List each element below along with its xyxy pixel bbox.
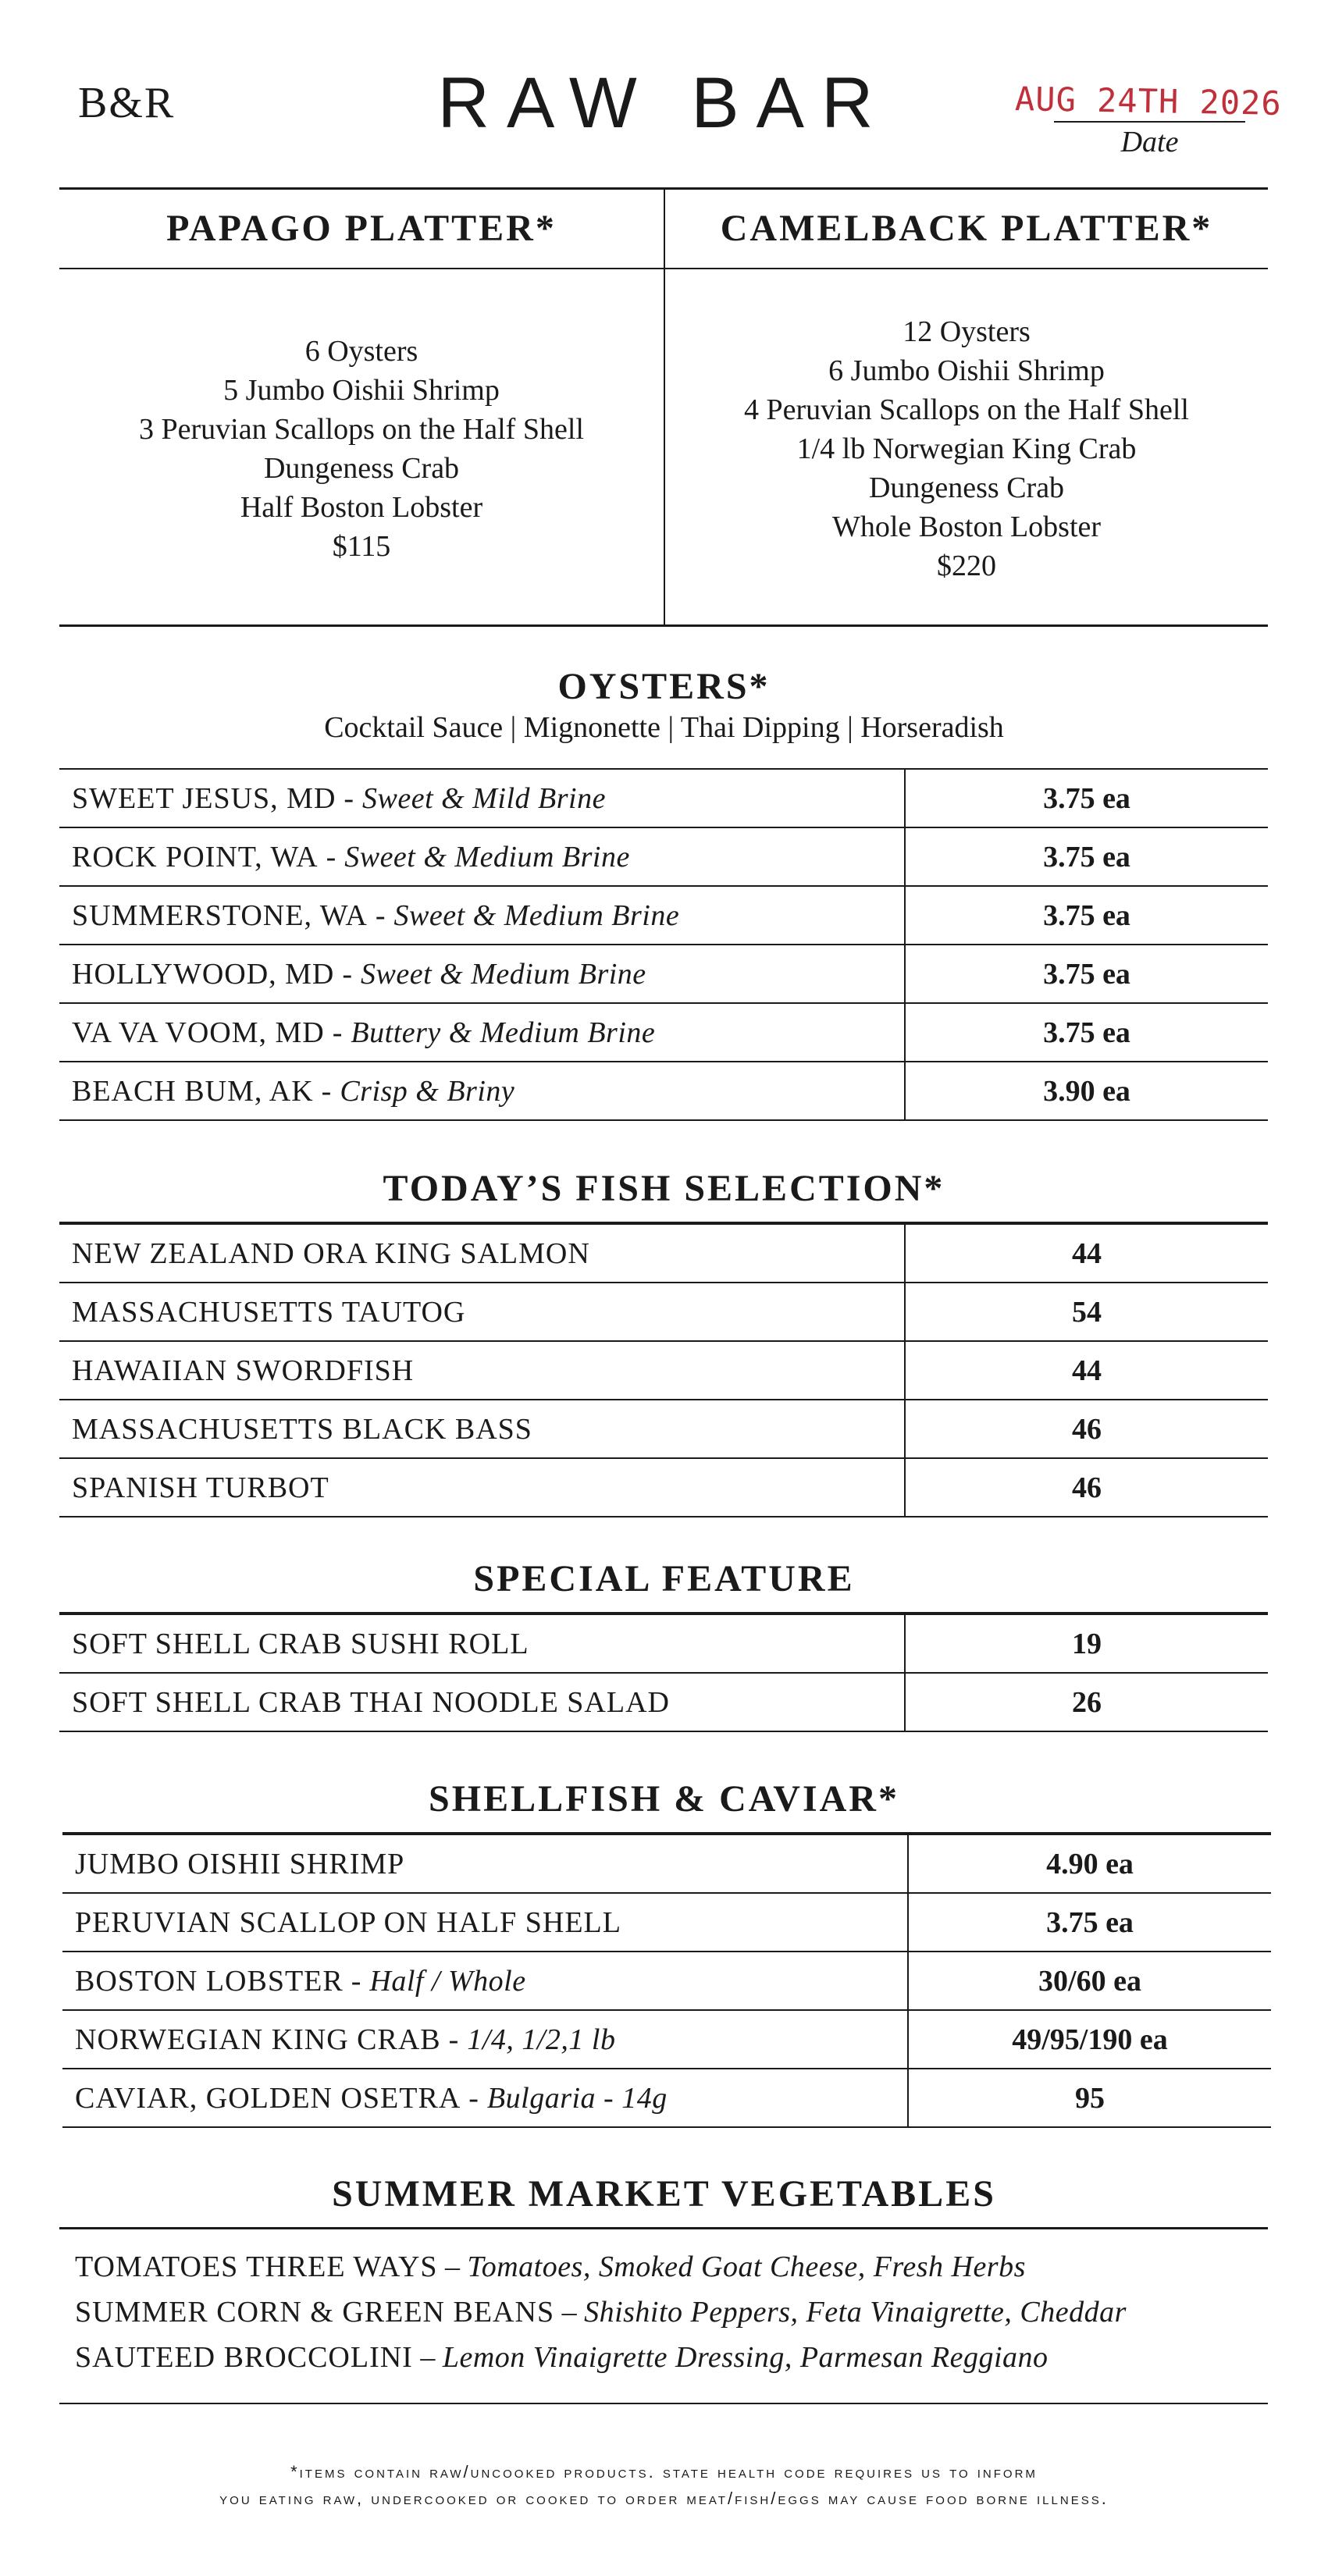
fish-table xyxy=(59,1222,1268,1517)
item-price: 3.75 ea xyxy=(1043,957,1130,991)
table-row: BOSTON LOBSTER - Half / Whole 30/60 ea xyxy=(62,1951,1271,2009)
item-name: MASSACHUSETTS BLACK BASS xyxy=(59,1400,906,1457)
vegetables-top-rule xyxy=(59,2227,1268,2229)
item-name: HOLLYWOOD, MD xyxy=(72,957,335,991)
item-price: 3.75 ea xyxy=(1043,898,1130,932)
item-price: 46 xyxy=(1072,1412,1102,1446)
platter-item: 1/4 lb Norwegian King Crab xyxy=(796,432,1137,465)
item-name: ROCK POINT, WA xyxy=(72,840,319,873)
item-price: 19 xyxy=(1072,1627,1102,1660)
item-desc: Half / Whole xyxy=(369,1964,526,1998)
item-price: 4.90 ea xyxy=(1046,1847,1134,1880)
platter-body-papago xyxy=(59,332,664,566)
platter-item: Dungeness Crab xyxy=(868,471,1065,504)
platter-item: Whole Boston Lobster xyxy=(831,511,1102,543)
item-name: BEACH BUM, AK xyxy=(72,1074,314,1108)
item-price: 44 xyxy=(1072,1354,1102,1387)
item-name: NORWEGIAN KING CRAB xyxy=(75,2023,441,2056)
item-desc: Sweet & Medium Brine xyxy=(344,840,630,873)
item-name: CAVIAR, GOLDEN OSETRA xyxy=(75,2081,461,2115)
oyster-sauces: Cocktail Sauce | Mignonette | Thai Dipping | Horseradish xyxy=(324,711,1004,744)
item-desc: Bulgaria - 14g xyxy=(486,2081,668,2115)
item-price: 3.75 ea xyxy=(1046,1905,1134,1939)
date-label: Date xyxy=(1120,126,1179,158)
table-row xyxy=(62,1892,1271,1951)
health-disclaimer xyxy=(0,2459,1328,2512)
list-item: SAUTEED BROCCOLINI – Lemon Vinaigrette Dressing, Parmesan Reggiano xyxy=(75,2341,1049,2374)
platter-item: 6 Jumbo Oishii Shrimp xyxy=(828,354,1105,387)
menu-title: RAW BAR xyxy=(437,63,891,143)
disclaimer-line: you eating raw, undercooked or cooked to order meat/fish/eggs may cause food borne illness. xyxy=(219,2489,1109,2508)
table-row xyxy=(59,1225,1268,1282)
item-price: 3.90 ea xyxy=(1043,1074,1130,1108)
shellfish-table xyxy=(62,1832,1271,2128)
item-desc: Shishito Peppers, Feta Vinaigrette, Cheddar xyxy=(584,2296,1127,2329)
item-name: VA VA VOOM, MD xyxy=(72,1016,325,1049)
item-name: SOFT SHELL CRAB THAI NOODLE SALAD xyxy=(59,1674,906,1731)
item-price: 26 xyxy=(1072,1685,1102,1719)
table-row xyxy=(59,1672,1268,1731)
item-name: SAUTEED BROCCOLINI xyxy=(75,2341,413,2374)
special-title: SPECIAL FEATURE xyxy=(473,1558,855,1599)
table-row: VA VA VOOM, MD - Buttery & Medium Brine 3.75 ea xyxy=(59,1002,1268,1061)
platter-item: 3 Peruvian Scallops on the Half Shell xyxy=(139,413,584,446)
special-table xyxy=(59,1612,1268,1732)
platter-head-rule xyxy=(59,268,1268,269)
date-underline xyxy=(1054,121,1245,123)
table-row xyxy=(62,1835,1271,1892)
table-row: ROCK POINT, WA - Sweet & Medium Brine 3.75 ea xyxy=(59,827,1268,885)
table-row: CAVIAR, GOLDEN OSETRA - Bulgaria - 14g 95 xyxy=(62,2068,1271,2126)
table-row: BEACH BUM, AK - Crisp & Briny 3.90 ea xyxy=(59,1061,1268,1119)
platter-body-camelback xyxy=(665,312,1268,585)
platter-item: 4 Peruvian Scallops on the Half Shell xyxy=(744,393,1189,426)
item-desc: Sweet & Medium Brine xyxy=(393,898,680,932)
item-desc: 1/4, 1/2,1 lb xyxy=(467,2023,616,2056)
item-name: JUMBO OISHII SHRIMP xyxy=(75,1847,405,1880)
platter-item: 12 Oysters xyxy=(903,315,1031,348)
table-row: NORWEGIAN KING CRAB - 1/4, 1/2,1 lb 49/95/190 ea xyxy=(62,2009,1271,2068)
table-row: SWEET JESUS, MD - Sweet & Mild Brine 3.75 ea xyxy=(59,770,1268,827)
item-desc: Sweet & Mild Brine xyxy=(362,781,606,815)
item-price: 3.75 ea xyxy=(1043,1016,1130,1049)
item-desc: Tomatoes, Smoked Goat Cheese, Fresh Herbs xyxy=(467,2250,1026,2283)
table-row: SUMMERSTONE, WA - Sweet & Medium Brine 3.75 ea xyxy=(59,885,1268,944)
table-row xyxy=(59,1457,1268,1516)
item-price: 30/60 ea xyxy=(1038,1964,1141,1998)
table-row xyxy=(59,1340,1268,1399)
item-price: 95 xyxy=(1075,2081,1105,2115)
table-row xyxy=(59,1399,1268,1457)
restaurant-logo: B&R xyxy=(78,79,176,127)
date-stamp: AUG 24TH 2026 xyxy=(1014,80,1283,123)
vegetables-title: SUMMER MARKET VEGETABLES xyxy=(332,2173,996,2215)
vegetables-bottom-rule xyxy=(59,2403,1268,2404)
platter-item: 6 Oysters xyxy=(304,335,418,368)
platter-price: $115 xyxy=(332,530,391,563)
item-name: SUMMER CORN & GREEN BEANS xyxy=(75,2296,555,2329)
oysters-table xyxy=(59,768,1268,1121)
item-desc: Lemon Vinaigrette Dressing, Parmesan Reggiano xyxy=(442,2341,1049,2374)
item-name: NEW ZEALAND ORA KING SALMON xyxy=(59,1225,906,1282)
item-desc: Sweet & Medium Brine xyxy=(361,957,646,991)
list-item: TOMATOES THREE WAYS – Tomatoes, Smoked Goat Cheese, Fresh Herbs xyxy=(75,2250,1026,2283)
platter-item: Half Boston Lobster xyxy=(240,491,483,524)
table-row xyxy=(59,1282,1268,1340)
item-desc: Crisp & Briny xyxy=(340,1074,515,1108)
item-name: MASSACHUSETTS TAUTOG xyxy=(59,1283,906,1340)
item-price: 54 xyxy=(1072,1295,1102,1329)
platter-bottom-rule xyxy=(59,624,1268,627)
list-item: SUMMER CORN & GREEN BEANS – Shishito Peppers, Feta Vinaigrette, Cheddar xyxy=(75,2296,1127,2329)
platter-title-camelback: CAMELBACK PLATTER* xyxy=(720,208,1213,249)
item-desc: Buttery & Medium Brine xyxy=(351,1016,656,1049)
item-price: 46 xyxy=(1072,1471,1102,1504)
shellfish-title: SHELLFISH & CAVIAR* xyxy=(429,1778,899,1820)
item-price: 49/95/190 ea xyxy=(1012,2023,1168,2056)
item-name: SOFT SHELL CRAB SUSHI ROLL xyxy=(59,1615,906,1672)
item-price: 3.75 ea xyxy=(1043,840,1130,873)
item-price: 44 xyxy=(1072,1236,1102,1270)
item-price: 3.75 ea xyxy=(1043,781,1130,815)
platter-item: 5 Jumbo Oishii Shrimp xyxy=(223,374,500,407)
disclaimer-line: *items contain raw/uncooked products. state health code requires us to inform xyxy=(290,2462,1038,2482)
item-name: HAWAIIAN SWORDFISH xyxy=(59,1342,906,1399)
vegetables-list xyxy=(75,2244,1127,2380)
platter-price: $220 xyxy=(937,550,996,582)
oysters-title: OYSTERS* xyxy=(557,666,771,707)
platter-item: Dungeness Crab xyxy=(263,452,460,485)
item-name: SWEET JESUS, MD xyxy=(72,781,336,815)
table-row: HOLLYWOOD, MD - Sweet & Medium Brine 3.75 ea xyxy=(59,944,1268,1002)
platter-title-papago: PAPAGO PLATTER* xyxy=(166,208,557,249)
item-name: PERUVIAN SCALLOP ON HALF SHELL xyxy=(75,1905,621,1939)
fish-title: TODAY’S FISH SELECTION* xyxy=(383,1168,945,1209)
item-name: SUMMERSTONE, WA xyxy=(72,898,368,932)
menu-header xyxy=(0,0,1328,180)
item-name: TOMATOES THREE WAYS xyxy=(75,2250,438,2283)
item-name: BOSTON LOBSTER xyxy=(75,1964,344,1998)
item-name: SPANISH TURBOT xyxy=(59,1459,906,1516)
table-row xyxy=(59,1615,1268,1672)
